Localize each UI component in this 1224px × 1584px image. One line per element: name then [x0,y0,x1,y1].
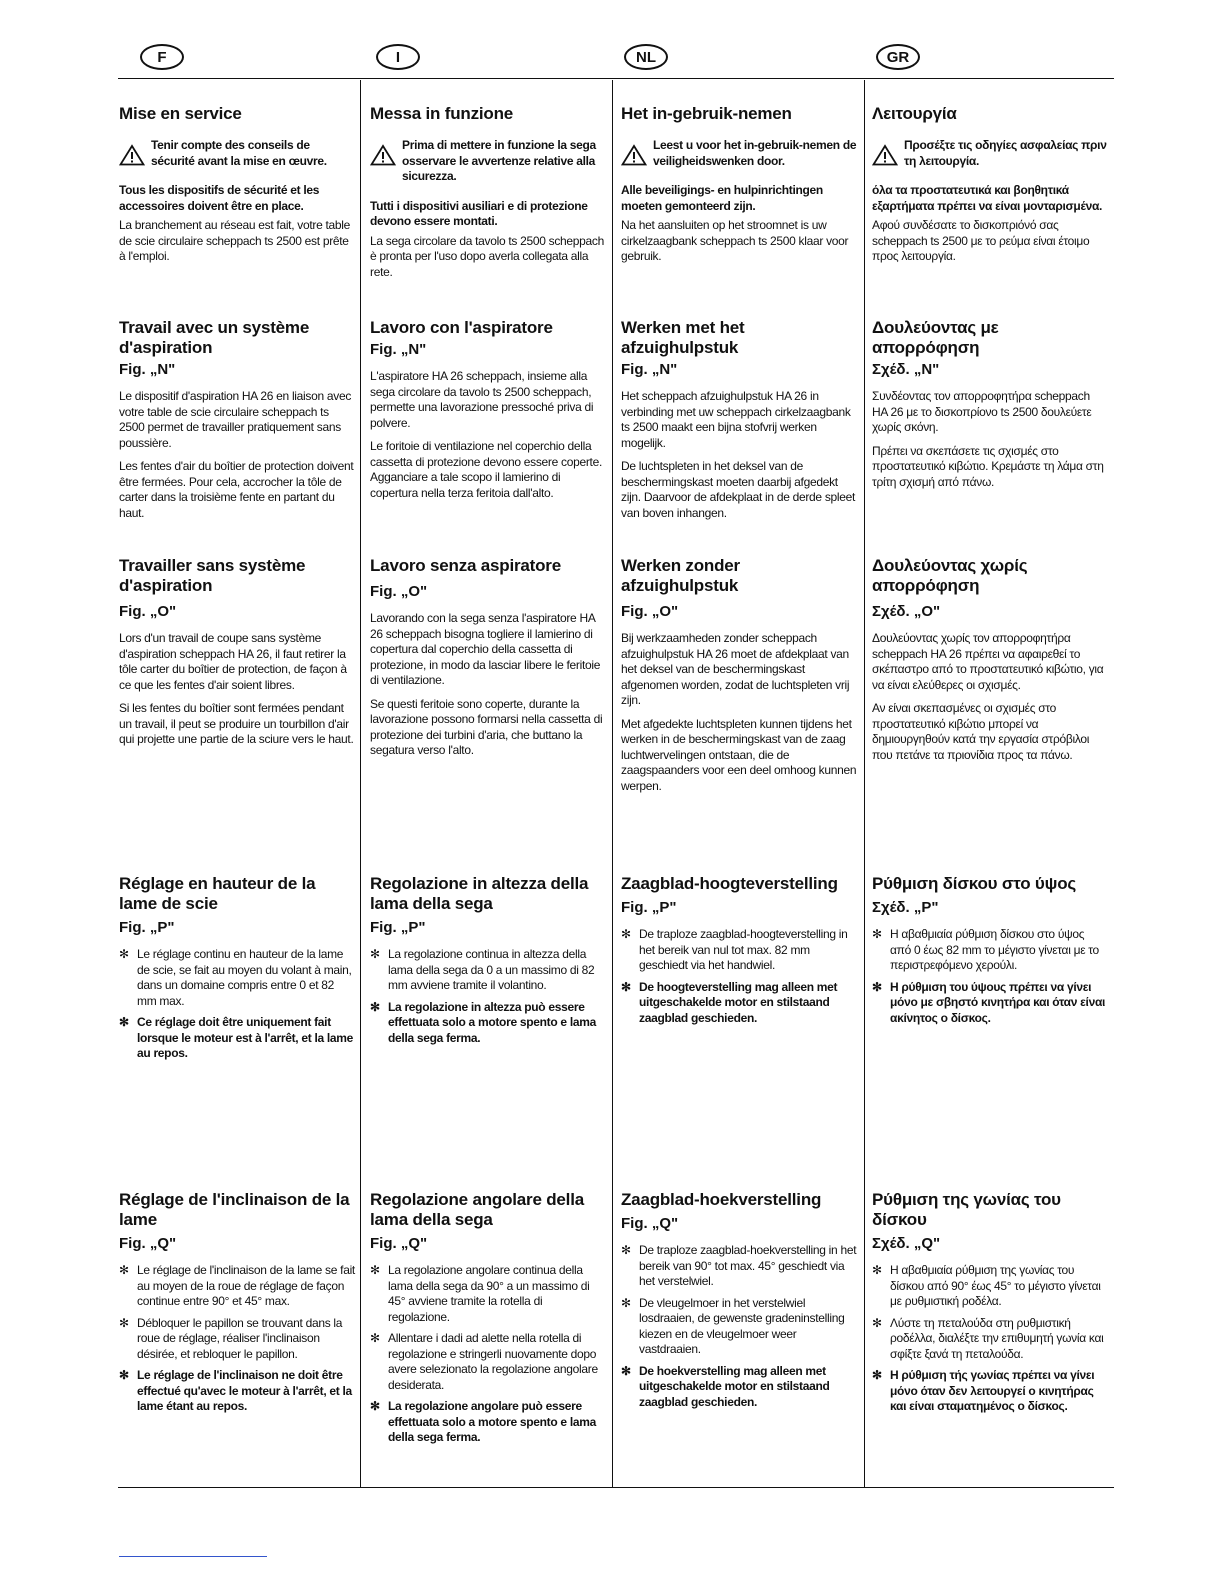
list-item-text: Ce réglage doit être uniquement fait lorsque le moteur est à l'arrêt, et la lame au repos. [137,1015,354,1060]
section-start-up [119,104,355,273]
list-item [621,1296,857,1358]
section-height-adjustment [370,874,606,1052]
column-divider-3 [864,80,865,1488]
figure-reference: Fig. „Q" [370,1235,428,1252]
asterisk-bullet-icon: ✻ [119,1315,129,1330]
section-tilt-adjustment [370,1190,606,1452]
language-badge-fr: F [140,44,184,70]
asterisk-bullet-icon: ✻ [370,1263,380,1277]
list-item-text: De hoekverstelling mag alleen met uitgeschakelde motor en stilstaand zaagblad geschieden. [639,1363,830,1409]
figure-reference: Σχέδ. „P" [872,899,939,916]
section-title: Δουλεύοντας χωρίς απορρόφηση [872,556,1028,595]
list-item-text: Η ρύθμιση τής γωνίας πρέπει να γίνει μόνο όταν δεν λειτουργεί ο κινητήρας και είναι σταματημένος ο δίσκος. [890,1368,1095,1413]
section-start-up [872,104,1108,273]
language-badge-nl: NL [624,44,668,70]
section-with-extraction [119,318,355,529]
language-badge-it: I [376,44,420,70]
list-item-text: Η αβαθμιαία ρύθμιση της γωνίας του δίσκου από 90° έως 45° το μέγιστο γίνεται με ρυθμιστική ροδέλα. [890,1263,1101,1308]
list-item-text: La regolazione angolare può essere effettuata solo a motore spento e lama della sega ferma. [388,1399,596,1444]
list-item [370,1331,606,1393]
safety-warning [370,138,606,185]
paragraph: Si les fentes du boîtier sont fermées pendant un travail, il peut se produire un tourbillon d'air qui projette une partie de la sciure vers le haut. [119,701,354,746]
list-item [370,1399,606,1446]
requirement-text: Tous les dispositifs de sécurité et les accessoires doivent être en place. [119,183,320,213]
list-item [119,1316,355,1363]
asterisk-bullet-icon: ✻ [119,1368,129,1382]
asterisk-bullet-icon: ✻ [119,1263,129,1277]
list-item [370,1263,606,1325]
paragraph: Αφού συνδέσατε το δισκοπριόνό σας scheppach ts 2500 με το ρεύμα είναι έτοιμο προς λειτουργία. [872,218,1090,263]
section-title: Lavoro senza aspiratore [370,556,561,575]
section-title: Réglage en hauteur de la lame de scie [119,874,316,913]
list-item [621,980,857,1027]
asterisk-bullet-icon: ✻ [621,1295,631,1310]
paragraph: La sega circolare da tavolo ts 2500 scheppach è pronta per l'uso dopo averla collegata alla rete. [370,233,604,279]
list-item-text: Le réglage de l'inclinaison ne doit être effectué qu'avec le moteur à l'arrêt, et la lame étant au repos. [137,1368,352,1413]
section-title: Werken met het afzuighulpstuk [621,318,745,357]
section-with-extraction [872,318,1108,498]
list-item-text: Allentare i dadi ad alette nella rotella di regolazione e stringerli nuovamente dopo avere selezionato la regolazione angolare desiderata. [388,1331,598,1392]
asterisk-bullet-icon: ✻ [119,947,129,961]
requirement-text: όλα τα προστατευτικά και βοηθητικά εξαρτήματα πρέπει να είναι μονταρισμένα. [872,183,1103,213]
asterisk-bullet-icon: ✻ [621,927,631,941]
paragraph: La branchement au réseau est fait, votre table de scie circulaire scheppach ts 2500 est prête à l'emploi. [119,218,351,263]
list-item-text: La regolazione angolare continua della lama della sega da 90° a un massimo di 45° avviene tramite la rotella di regolazione. [388,1263,590,1324]
asterisk-bullet-icon: ✻ [370,999,380,1014]
section-tilt-adjustment [621,1190,857,1416]
warning-text: Prima di mettere in funzione la sega osservare le avvertenze relative alla sicurezza. [402,138,596,183]
section-height-adjustment [621,874,857,1032]
list-item [119,947,355,1009]
list-item-text: De vleugelmoer in het verstelwiel losdraaien, de gewenste gradeninstelling kiezen en de vleugelmoer weer vastdraaien. [639,1295,845,1356]
list-item-text: La regolazione continua in altezza della lama della sega da 0 a un massimo di 82 mm avviene tramite il volantino. [388,947,595,992]
list-item [872,1316,1108,1363]
section-title: Regolazione angolare della lama della sega [370,1190,584,1229]
requirement-text: Alle beveiligings- en hulpinrichtingen moeten gemonteerd zijn. [621,183,823,213]
section-title: Ρύθμιση δίσκου στο ύψος [872,874,1077,893]
section-height-adjustment [872,874,1108,1032]
figure-reference: Fig. „N" [119,361,176,378]
section-title: Mise en service [119,104,242,123]
section-title: Werken zonder afzuighulpstuk [621,556,740,595]
figure-reference: Fig. „P" [370,919,426,936]
section-tilt-adjustment [119,1190,355,1421]
list-item-text: Η αβαθμιαία ρύθμιση δίσκου στο ύψος από 0 έως 82 mm το μέγιστο γίνεται με το περιστρεφόμενο χερούλι. [890,927,1099,972]
list-item-text: Débloquer le papillon se trouvant dans la roue de réglage, réaliser l'inclinaison désirée, et rebloquer le papillon. [137,1315,343,1361]
list-item-text: De traploze zaagblad-hoekverstelling in het bereik van 90° tot max. 45° geschiedt via het verstelwiel. [639,1243,857,1288]
section-title: Travail avec un système d'aspiration [119,318,310,357]
safety-warning [872,138,1108,169]
requirement-text: Tutti i dispositivi ausiliari e di protezione devono essere montati. [370,198,588,228]
list-item [119,1015,355,1062]
column-divider-1 [360,80,361,1488]
asterisk-bullet-icon: ✻ [621,1243,631,1257]
list-item [119,1368,355,1415]
asterisk-bullet-icon: ✻ [872,927,882,941]
section-title: Zaagblad-hoekverstelling [621,1190,822,1209]
paragraph: Πρέπει να σκεπάσετε τις σχισμές στο προστατευτικό κιβώτιο. Κρεμάστε τη λάμα στη τρίτη σχισμή από πάνω. [872,443,1104,489]
section-title: Messa in funzione [370,104,514,123]
bottom-link-line [119,1556,267,1557]
paragraph: Bij werkzaamheden zonder scheppach afzuighulpstuk HA 26 moet de afdekplaat van het deksel van de beschermingskast afgenomen worden, zodat de luchtspleten vrij zijn. [621,631,850,707]
safety-warning [119,138,355,169]
figure-reference: Σχέδ. „N" [872,361,940,378]
figure-reference: Fig. „O" [370,583,428,600]
asterisk-bullet-icon: ✻ [119,1015,129,1029]
section-without-extraction [119,556,355,756]
section-start-up [370,104,606,288]
list-item-text: De traploze zaagblad-hoogteverstelling in het bereik van nul tot max. 82 mm geschiedt via het handwiel. [639,927,848,972]
asterisk-bullet-icon: ✻ [621,979,631,994]
list-item-text: La regolazione in altezza può essere effettuata solo a motore spento e lama della sega ferma. [388,999,596,1045]
list-item-text: Λύστε τη πεταλούδα στη ρυθμιστική ροδέλλα, διαλέξτε την επιθυμητή γωνία και σφίξτε ξανά τη πεταλούδα. [890,1315,1104,1361]
bottom-rule [118,1487,1114,1488]
section-title: Zaagblad-hoogteverstelling [621,874,838,893]
asterisk-bullet-icon: ✻ [872,1315,882,1330]
section-title: Réglage de l'inclinaison de la lame [119,1190,350,1229]
asterisk-bullet-icon: ✻ [872,979,882,994]
section-without-extraction [370,556,606,767]
list-item [621,927,857,974]
paragraph: Les fentes d'air du boîtier de protection doivent être fermées. Pour cela, accrocher la tôle de carter dans la troisième fente en partant du haut. [119,459,354,520]
paragraph: Na het aansluiten op het stroomnet is uw cirkelzaagbank scheppach ts 2500 klaar voor gebruik. [621,218,849,263]
warning-triangle-icon [119,144,145,166]
warning-triangle-icon [621,144,647,166]
paragraph: Le dispositif d'aspiration HA 26 en liaison avec votre table de scie circulaire scheppach ts 2500 permet de travailler pratiquement sans poussière. [119,389,352,450]
figure-reference: Fig. „O" [621,603,679,620]
asterisk-bullet-icon: ✻ [621,1363,631,1378]
warning-text: Προσέξτε τις οδηγίες ασφαλείας πριν τη λειτουργία. [904,138,1107,168]
asterisk-bullet-icon: ✻ [872,1263,882,1277]
warning-triangle-icon [872,144,898,166]
paragraph: De luchtspleten in het deksel van de beschermingskast moeten daarbij afgedekt zijn. Daarvoor de afdekplaat in de derde spleet van boven inhangen. [621,459,856,520]
section-title: Ρύθμιση της γωνίας του δίσκου [872,1190,1061,1229]
asterisk-bullet-icon: ✻ [370,1399,380,1413]
section-without-extraction [621,556,857,802]
figure-reference: Fig. „Q" [119,1235,177,1252]
paragraph: Αν είναι σκεπασμένες οι σχισμές στο προστατευτικό κιβώτιο μπορεί να δημιουργηθούν κατά την εργασία στρόβιλοι που πετάνε τα πριονίδια προς τα πάνω. [872,701,1090,762]
section-title: Travailler sans système d'aspiration [119,556,306,595]
language-badge-gr: GR [876,44,920,70]
list-item [370,1000,606,1047]
figure-reference: Σχέδ. „O" [872,603,941,620]
column-divider-2 [612,80,613,1488]
asterisk-bullet-icon: ✻ [872,1368,882,1382]
figure-reference: Fig. „N" [370,341,427,358]
list-item-text: Le réglage continu en hauteur de la lame de scie, se fait au moyen du volant à main, dans un domaine compris entre 0 et 82 mm max. [137,947,352,1008]
list-item [872,1263,1108,1310]
warning-text: Tenir compte des conseils de sécurité avant la mise en œuvre. [151,138,327,168]
section-with-extraction [621,318,857,529]
asterisk-bullet-icon: ✻ [370,1331,380,1345]
section-tilt-adjustment [872,1190,1108,1421]
paragraph: Lors d'un travail de coupe sans système d'aspiration scheppach HA 26, il faut retirer la tôle carter du boîtier de protection, de façon à ce que les fentes d'air soient libres. [119,631,347,692]
list-item-text: Η ρύθμιση του ύψους πρέπει να γίνει μόνο με σβηστό κινητήρα και όταν είναι ακίνητος ο δίσκος. [890,979,1106,1025]
section-start-up [621,104,857,273]
section-height-adjustment [119,874,355,1068]
section-title: Regolazione in altezza della lama della sega [370,874,589,913]
warning-triangle-icon [370,144,396,166]
figure-reference: Fig. „P" [119,919,175,936]
warning-text: Leest u voor het in-gebruik-nemen de veiligheidswenken door. [653,138,857,168]
figure-reference: Fig. „P" [621,899,677,916]
list-item [370,947,606,994]
list-item [621,1364,857,1411]
top-rule [118,78,1114,79]
section-title: Lavoro con l'aspiratore [370,318,553,337]
section-without-extraction [872,556,1108,771]
paragraph: Se questi feritoie sono coperte, durante la lavorazione possono formarsi nella cassetta di protezione dei turbini d'aria, che buttano la segatura verso l'alto. [370,696,603,757]
paragraph: Met afgedekte luchtspleten kunnen tijdens het werken in de beschermingskast van de zaag luchtwervelingen ontstaan, die de zaagspaanders voor een deel omhoog kunnen werpen. [621,716,857,793]
section-with-extraction [370,318,606,509]
figure-reference: Fig. „O" [119,603,177,620]
paragraph: L'aspiratore HA 26 scheppach, insieme alla sega circolare da tavolo ts 2500 scheppach, permette una lavorazione pressoché priva di polvere. [370,369,594,430]
figure-reference: Fig. „N" [621,361,678,378]
section-title: Δουλεύοντας με απορρόφηση [872,318,999,357]
paragraph: Δουλεύοντας χωρίς τον απορροφητήρα scheppach HA 26 πρέπει να αφαιρεθεί το σκέπαστρο από το προστατευτικό κιβώτιο, για να είναι ελεύθερες οι σχισμές. [872,631,1104,692]
list-item [872,980,1108,1027]
list-item-text: De hoogteverstelling mag alleen met uitgeschakelde motor en stilstaand zaagblad geschieden. [639,979,838,1025]
list-item [872,1368,1108,1415]
section-title: Het in-gebruik-nemen [621,104,792,123]
paragraph: Lavorando con la sega senza l'aspiratore HA 26 scheppach bisogna togliere il lamierino di copertura dal coperchio della cassetta di protezione, in modo da lasciar libere le feritoie di ventilazione. [370,611,601,687]
paragraph: Συνδέοντας τον απορροφητήρα scheppach HA 26 με το δισκοπρίονο ts 2500 δουλεύετε χωρίς σκόνη. [872,389,1092,434]
figure-reference: Σχέδ. „Q" [872,1235,941,1252]
asterisk-bullet-icon: ✻ [370,947,380,961]
safety-warning [621,138,857,169]
list-item-text: Le réglage de l'inclinaison de la lame se fait au moyen de la roue de réglage de façon continue entre 90° et 45° max. [137,1263,355,1308]
list-item [872,927,1108,974]
list-item [119,1263,355,1310]
list-item [621,1243,857,1290]
paragraph: Het scheppach afzuighulpstuk HA 26 in verbinding met uw scheppach cirkelzaagbank ts 2500 maakt een bijna stofvrij werken mogelijk. [621,389,851,450]
figure-reference: Fig. „Q" [621,1215,679,1232]
section-title: Λειτουργία [872,104,957,123]
paragraph: Le foritoie di ventilazione nel coperchio della cassetta di protezione devono essere coperte. Agganciare a tale scopo il lamierino di copertura nella terza feritoia dall'alto. [370,439,602,500]
